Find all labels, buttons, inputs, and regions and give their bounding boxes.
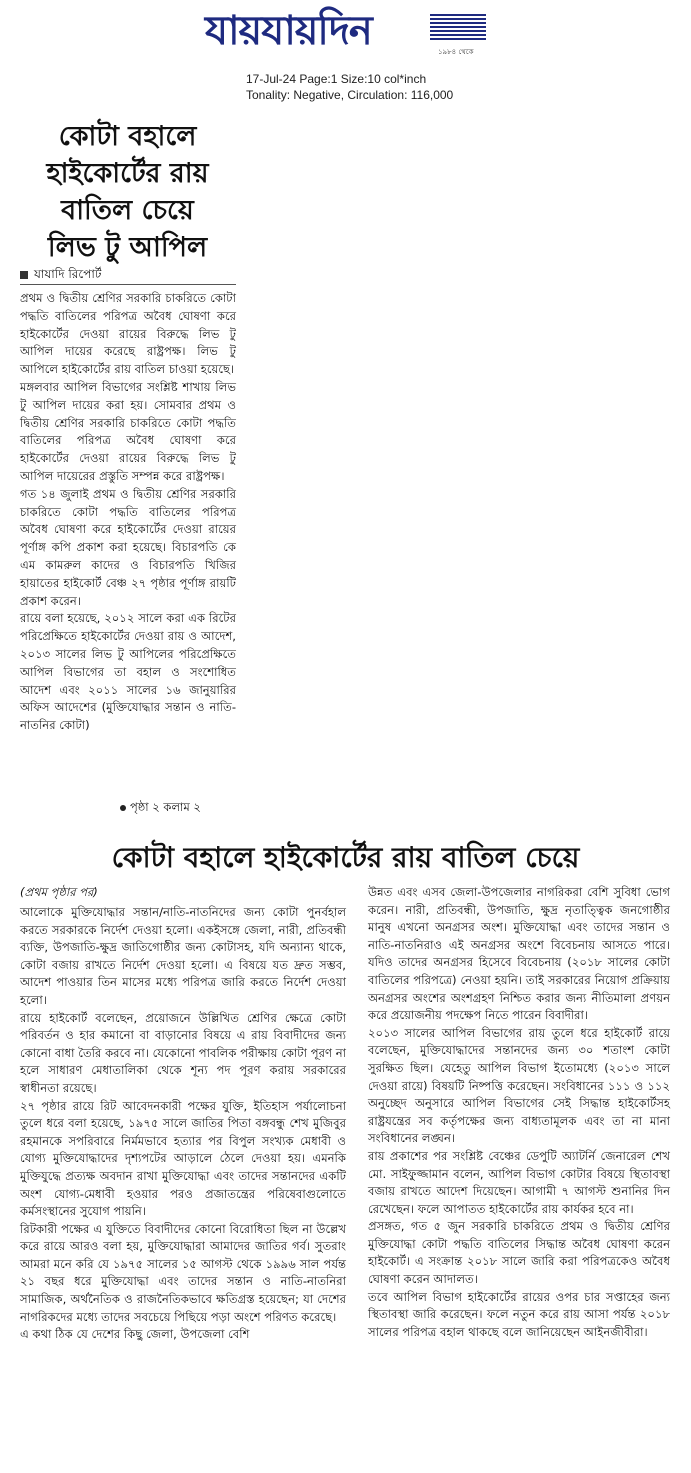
headline-line: হাইকোর্টের রায়: [46, 158, 209, 189]
paragraph: গত ১৪ জুলাই প্রথম ও দ্বিতীয় শ্রেণির সরকারি চাকরিতে কোটা পদ্ধতি বাতিলের পরিপত্র অবৈধ ঘোষণা করে হাইকোর্টের দেওয়া রায়ের পূর্ণাঙ্গ কপি প্রকাশ করা হয়েছে। বিচারপতি কে এম কামরুল কাদের ও বিচারপতি খিজির হায়াতের হাইকোর্ট বেঞ্চ ২৭ পৃষ্ঠার পূর্ণাঙ্গ রায়টি প্রকাশ করেন।: [20, 486, 236, 608]
paragraph: রায়ে হাইকোর্ট বলেছেন, প্রয়োজনে উল্লিখিত শ্রেণির ক্ষেত্রে কোটা পরিবর্তন ও হার কমানো বা বাড়ানোর বিষয়ে এ রায় বিবাদীদের জন্য কোনো বাধা তৈরি করবে না। যেকোনো পাবলিক পরীক্ষায় কোটা পূরণ না হলে সাধারণ মেধাতালিকা থেকে শূন্য পদ পূরণ করায় সরকারের স্বাধীনতা রয়েছে।: [20, 1010, 346, 1095]
article-body: [20, 290, 236, 735]
paragraph: প্রথম ও দ্বিতীয় শ্রেণির সরকারি চাকরিতে কোটা পদ্ধতি বাতিলের পরিপত্র অবৈধ ঘোষণা করে হাইকোর্টের দেওয়া রায়ের বিরুদ্ধে লিভ টু আপিল দায়ের করেছে রাষ্ট্রপক্ষ। লিভ টু আপিলে হাইকোর্টের রায় বাতিল চাওয়া হয়েছে।: [20, 291, 236, 377]
paragraph: আলোকে মুক্তিযোদ্ধার সন্তান/নাতি-নাতনিদের জন্য কোটা পুনর্বহাল করতে সরকারকে নির্দেশ দেওয়া হলো। একইসঙ্গে জেলা, নারী, প্রতিবন্ধী ব্যক্তি, উপজাতি-ক্ষুদ্র জাতিগোষ্ঠীর জন্য কোটাসহ, যদি অন্যান্য থাকে, কোটা বজায় রাখতে নির্দেশ দেওয়া হলো। এ বিষয়ে যত দ্রুত সম্ভব, আদেশ পাওয়ার তিন মাসের মধ্যে পরিপত্র জারি করতে নির্দেশ দেওয়া হলো।: [20, 905, 346, 1007]
byline-divider: [20, 284, 236, 285]
headline-line: লিভ টু আপিল: [47, 232, 208, 263]
paragraph: ২০১৩ সালের আপিল বিভাগের রায় তুলে ধরে হাইকোর্ট রায়ে বলেছেন, মুক্তিযোদ্ধাদের সন্তানদের জন্য ৩০ শতাংশ কোটা সুরক্ষিত ছিল। যেহেতু আপিল বিভাগ ইতোমধ্যে (২০১৩ সালে দেওয়া রায়ে) বিষয়টি নিষ্পত্তি করেছেন। সংবিধানের ১১১ ও ১১২ অনুচ্ছেদ অনুসারে আপিল বিভাগের সেই সিদ্ধান্ত হাইকোর্টসহ রাষ্ট্রযন্ত্রের সব কর্তৃপক্ষের জন্য বাধ্যতামূলক এবং তা না মানা সংবিধানের লঙ্ঘন।: [368, 1025, 670, 1146]
paragraph: প্রসঙ্গত, গত ৫ জুন সরকারি চাকরিতে প্রথম ও দ্বিতীয় শ্রেণির মুক্তিযোদ্ধা কোটা পদ্ধতি বাতিলের সিদ্ধান্ত অবৈধ ঘোষণা করেন হাইকোর্ট। এ সংক্রান্ত ২০১৮ সালে জারি করা পরিপত্রকেও অবৈধ ঘোষণা করেন আদালত।: [368, 1219, 670, 1287]
paragraph: রায় প্রকাশের পর সংশ্লিষ্ট বেঞ্চের ডেপুটি অ্যাটর্নি জেনারেল শেখ মো. সাইফুজ্জামান বলেন, আপিল বিভাগ কোটার বিষয়ে স্থিতাবস্থা বজায় রাখতে আদেশ দিয়েছেন। আগামী ৭ আগস্ট শুনানির দিন রেখেছেন। ফলে আপাতত হাইকোর্টের রায় কার্যকর হবে না।: [368, 1148, 670, 1216]
clipping-meta-date: 17-Jul-24 Page:1 Size:10 col*inch: [246, 72, 427, 86]
continuation-label: (প্রথম পৃষ্ঠার পর): [20, 885, 98, 899]
article-headline: [20, 118, 235, 266]
continuation-headline: কোটা বহালে হাইকোর্টের রায় বাতিল চেয়ে: [111, 841, 580, 874]
paragraph: উন্নত এবং এসব জেলা-উপজেলার নাগরিকরা বেশি সুবিধা ভোগ করেন। নারী, প্রতিবন্ধী, উপজাতি, ক্ষুদ্র নৃতাত্ত্বিক জনগোষ্ঠীর মানুষ এখনো অনগ্রসর অংশ। মুক্তিযোদ্ধা এবং তাদের সন্তান ও নাতি-নাতনিরাও এই অনগ্রসর অংশে বিবেচনায় আসতে পারে। যদিও তাদের অনগ্রসর হিসেবে বিবেচনায় (২০১৮ সালের কোটা বাতিলের পরিপত্রে) নেওয়া হয়নি। তাই সরকারের নিয়োগ প্রক্রিয়ায় অনগ্রসর অংশের অংশগ্রহণ নিশ্চিত করার জন্য নীতিমালা প্রণয়ন করে প্রয়োজনীয় পদক্ষেপ নিতে পারেন বিবাদীরা।: [368, 885, 670, 1023]
newspaper-logo: যায়যায়দিন: [205, 8, 372, 54]
paragraph: তবে আপিল বিভাগ হাইকোর্টের রায়ের ওপর চার সপ্তাহের জন্য স্থিতাবস্থা জারি করেছেন। ফলে নতুন করে রায় আসা পর্যন্ত ২০১৮ সালের পরিপত্র বহাল থাকছে বলে জানিয়েছেন আইনজীবীরা।: [368, 1289, 670, 1339]
jump-text: পৃষ্ঠা ২ কলাম ২: [130, 800, 201, 814]
byline-text: যাযাদি রিপোর্ট: [34, 267, 102, 281]
bullet-icon: [120, 805, 126, 811]
paragraph: মঙ্গলবার আপিল বিভাগের সংশ্লিষ্ট শাখায় লিভ টু আপিল দায়ের করা হয়। সোমবার প্রথম ও দ্বিতীয় শ্রেণির সরকারি চাকরিতে কোটা পদ্ধতি বাতিলের পরিপত্র অবৈধ ঘোষণা করে হাইকোর্টের দেওয়া রায়ের বিরুদ্ধে লিভ টু আপিল দায়েরের প্রস্তুতি সম্পন্ন করে রাষ্ট্রপক্ষ।: [20, 379, 236, 483]
paragraph: ২৭ পৃষ্ঠার রায়ে রিট আবেদনকারী পক্ষের যুক্তি, ইতিহাস পর্যালোচনা তুলে ধরে বলা হয়েছে, ১৯৭৫ সালে জাতির পিতা বঙ্গবন্ধু শেখ মুজিবুর রহমানকে সপরিবারে নির্মমভাবে হত্যার পর বিপুল সংখ্যক মেধাবী ও যোগ্য মুক্তিযোদ্ধাদের দৃশ্যপটের আড়ালে ঠেলে দেওয়া হয়। এমনকি মুক্তিযুদ্ধে প্রত্যক্ষ অবদান রাখা মুক্তিযোদ্ধা এবং তাদের সন্তানদের একটি অংশ যোগ্য-মেধাবী হওয়ার পরও প্রজাতন্ত্রের পরিষেবাগুলোতে কর্মসংস্থানের সুযোগ পায়নি।: [20, 1098, 346, 1219]
headline-line: বাতিল চেয়ে: [61, 195, 194, 226]
jump-reference: [120, 799, 201, 818]
paragraph: এ কথা ঠিক যে দেশের কিছু জেলা, উপজেলা বেশি: [20, 1327, 250, 1342]
paragraph: রিটকারী পক্ষের এ যুক্তিতে বিবাদীদের কোনো বিরোধিতা ছিল না উল্লেখ করে রায়ে আরও বলা হয়, মুক্তিযোদ্ধারা আমাদের জাতির গর্ব। সুতরাং আমরা মনে করি যে ১৯৭৫ সালের ১৫ আগস্ট থেকে ১৯৯৬ সাল পর্যন্ত ২১ বছর ধরে মুক্তিযোদ্ধা এবং তাদের সন্তান ও নাতি-নাতনিরা সামাজিক, অর্থনৈতিক ও রাজনৈতিকভাবে ক্ষতিগ্রস্ত হয়েছেন; যা দেশের নাগরিকদের মধ্যে তাদের সবচেয়ে পিছিয়ে পড়া অংশে পরিণত করেছে।: [20, 1221, 346, 1324]
byline-square-icon: [20, 271, 28, 279]
continuation-right-column: [368, 884, 670, 1341]
byline: [20, 266, 101, 286]
clipping-meta-tonality: Tonality: Negative, Circulation: 116,000: [246, 88, 454, 102]
logo-stripes: [430, 14, 486, 42]
logo-tagline: ১৯৮৪ থেকে: [438, 48, 474, 56]
continuation-left-column: [20, 904, 346, 1344]
headline-line: কোটা বহালে: [58, 121, 197, 152]
paragraph: রায়ে বলা হয়েছে, ২০১২ সালে করা এক রিটের পরিপ্রেক্ষিতে হাইকোর্টের দেওয়া রায় ও আদেশ, ২০১৩ সালের লিভ টু আপিলের পরিপ্রেক্ষিতে আপিল বিভাগের তা বহাল ও সংশোধিত আদেশ এবং ২০১১ সালের ১৬ জানুয়ারির অফিস আদেশের (মুক্তিযোদ্ধার সন্তান ও নাতি-নাতনির কোটা): [20, 611, 236, 733]
